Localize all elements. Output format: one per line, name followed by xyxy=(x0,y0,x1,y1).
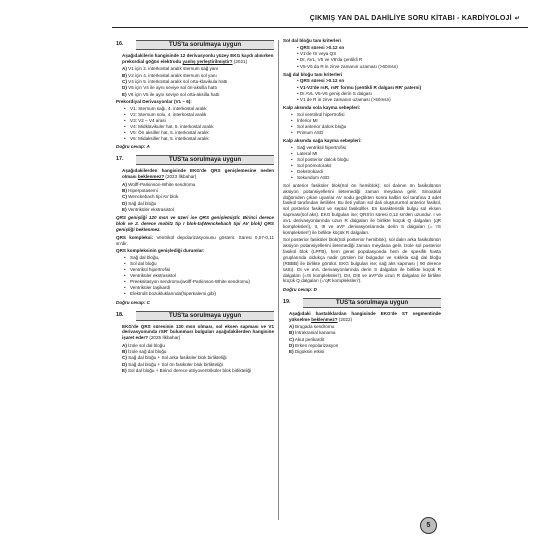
question-19-header xyxy=(283,298,441,308)
option-text: İntrakranial kanama xyxy=(293,330,336,336)
header-title: ÇIKMIŞ YAN DAL DAHİLİYE SORU KİTABI - KARDİYOLOJİ xyxy=(309,15,512,22)
tus-banner: TUS'ta sorulmaya uygun xyxy=(136,40,274,50)
list-item: • Sol posterior dalcık bloğu xyxy=(297,157,441,163)
option-key: D) xyxy=(122,361,127,367)
option-key: C) xyxy=(122,355,127,361)
criterion-text: V1-V2'de rsR, rsR' formu (çentikli R dalgası RR' paterni) xyxy=(299,84,422,90)
list-item: • Sol pnömotoraks xyxy=(297,163,441,169)
question-19-options xyxy=(283,324,441,355)
option[interactable] xyxy=(122,92,274,98)
stem-year: (2023 İlkbahar) xyxy=(164,174,197,180)
list-item: • Sağ dal bloğu, xyxy=(130,255,274,261)
question-17-stem xyxy=(122,168,274,180)
tus-banner: TUS'ta sorulmaya uygun xyxy=(303,298,441,308)
option-text: V1 için 2. interkostal aralık sternum sağ yanı xyxy=(126,66,219,72)
right-column xyxy=(283,38,441,356)
complex-text: Ventrikül depolarizasyonunu gösterir. Süresi 0,07-0,11 sn'dir. xyxy=(116,234,275,246)
option-key: B) xyxy=(122,188,127,193)
option-text: Ventriküler ekstrasistol xyxy=(126,206,174,212)
question-18-options xyxy=(116,343,274,374)
list-item: • V1: Sternum sağı, 4. interkostal aralık xyxy=(130,106,274,112)
left-column xyxy=(116,38,274,374)
rbbb-criterion: • V1 de R in zirve zamanın uzaması (>50msn) xyxy=(297,97,391,103)
option-text: Hiperpotasemi xyxy=(126,188,158,193)
option[interactable] xyxy=(122,355,274,361)
option-text: Brugada sendromu xyxy=(293,324,335,330)
option[interactable] xyxy=(122,349,274,355)
stem-text: EKG'de QRS süresinin 130 msn olması, sol eksen sapması ve V1 derivasyonunda rSR' bulunması bulguları aşağıdakilerden hangisine işaret eder? xyxy=(122,323,274,341)
rbbb-title: Sağ dal bloğu tanı kriterleri xyxy=(283,71,343,77)
option-text: Sağ dal bloğu + Sol ön fasiküler blok birlikteliği xyxy=(126,361,223,367)
list-item: • Sol anterior dalcık bloğu xyxy=(297,124,441,130)
list-item: • V3: V2 – V4 arası xyxy=(130,118,274,124)
option[interactable] xyxy=(122,188,274,194)
option[interactable] xyxy=(122,79,274,85)
lbbb-criterion: • QRS süresi >0.12 sn xyxy=(297,44,345,50)
option[interactable] xyxy=(289,343,441,349)
option-text: V5 için V4 ile aynı seviye sol ön-aksilla hattı xyxy=(126,85,217,91)
question-number: 17. xyxy=(116,156,124,163)
answer-16: Doğru cevap: A xyxy=(116,144,150,150)
stem-year: (2022) xyxy=(337,316,353,322)
question-18-header xyxy=(116,311,274,321)
question-17-options xyxy=(116,182,274,213)
criterion-text: V1 de R in zirve zamanın uzaması (>50msn) xyxy=(299,97,391,103)
option-key: D) xyxy=(122,200,127,206)
left-shift-list xyxy=(297,112,441,136)
stem-text: Aşağıdakilerin hangisinde 12 derivasyonlu yüzey EKG kaydı alınırken prekordial göğüs elektrodu xyxy=(122,52,274,64)
option[interactable] xyxy=(122,207,274,213)
list-item: • Primum ASD xyxy=(297,130,441,136)
anterior-fascicular-paragraph: Sol anterior fasiküler blok(Sol ön hemiblok); sol dalının ön fasikülünün aksiyon potansiyellerini iletemediği zaman meydana gelir. Sinoatrial düğümden çıkan uyarılar AV nodu geçtikten sonra kalbin sol tarafına 3 adet fasikül tarafından iletilirler. Bu ileti yolları sol dalı oluştururSol anterior fasikül, sol posterior fasikül ve septal fasikülller. En karakteristik bulgu sol eksen sapması(sol aks). EKG bulguları ise; QRS'in süresi 0,12 sn'den uzundur. I ve aVL derivasyonlarında uzun R dalgaları ile birlikte küçük Q dalgaları (qR kompleksleri), II, III ve aVF derivasyonlarında derin S dalgaları (= 'rS kompleksleri') ile birlikte küçük R dalgaları. xyxy=(283,182,441,235)
list-item: • V4: Midklavikuler hat, 5. interkostal aralık xyxy=(130,124,274,130)
explanation-title: Prekordiyal Derivasyonlar (V1 – 6): xyxy=(116,98,192,104)
criterion-text: V5-V6 da R in zirve zamanın uzaması (>60msn) xyxy=(299,63,398,69)
rbbb-criterion: • V1-V2'de rsR, rsR' formu (çentikli R dalgası RR' paterni) xyxy=(297,84,422,90)
header-rule xyxy=(112,27,528,28)
lbbb-criterion: • DI, AVL, V5 ve V6'da çentikli R xyxy=(297,57,363,63)
option-key: B) xyxy=(122,349,127,355)
stem-emphasis: beklenmez? xyxy=(311,316,338,322)
option[interactable] xyxy=(289,337,441,343)
list-item: • Ventriküler ekstrasistol xyxy=(130,273,274,279)
criterion-text: QRS süresi >0.12 sn xyxy=(299,44,345,50)
list-item: • Lateral MI xyxy=(297,151,441,157)
answer-18: Doğru cevap: D xyxy=(283,286,317,292)
stem-emphasis: yanlış yerleştirilmiştir? xyxy=(182,58,233,64)
list-item: • Elektrolit bozukluklarında(hiperkalemi gibi) xyxy=(130,291,274,297)
option-key: C) xyxy=(122,78,127,84)
list-item: • Ventriküler taşikardi xyxy=(130,285,274,291)
criterion-text: QRS süresi >0.12 sn xyxy=(299,78,345,84)
rbbb-criterion: • QRS süresi >0.12 sn xyxy=(297,78,345,84)
option-key: E) xyxy=(122,206,127,212)
stem-emphasis: beklenmez? xyxy=(137,174,165,180)
list-item: • V5: Ön aksiller hat, 5. interkostal aralık xyxy=(130,130,274,136)
option-text: İzole sağ dal bloğu xyxy=(126,349,167,355)
stem-year: (2021) xyxy=(232,58,248,64)
right-shift-list xyxy=(297,145,441,181)
option[interactable] xyxy=(122,73,274,79)
page-number: 5 xyxy=(420,517,437,534)
option[interactable] xyxy=(289,349,441,355)
option[interactable] xyxy=(122,194,274,200)
question-16-header xyxy=(116,40,274,50)
lbbb-title: Sol dal bloğu tanı kriterleri xyxy=(283,38,341,43)
list-item: • İnferior MI xyxy=(297,118,441,124)
option-text: Wolff-Parkinson-White sendromu xyxy=(126,181,196,187)
question-number: 19. xyxy=(283,298,291,305)
causes-list xyxy=(130,255,274,297)
option-text: Sağ dal bloğu xyxy=(126,200,157,206)
option-key: E) xyxy=(289,349,294,355)
question-18-stem xyxy=(122,324,274,342)
question-number: 18. xyxy=(116,311,124,318)
option[interactable] xyxy=(289,330,441,336)
option-text: Akut perikardit xyxy=(293,336,325,342)
option-text: Digoksin etkisi xyxy=(293,349,325,355)
list-item: • Ventrikül hipertrofisi xyxy=(130,267,274,273)
criterion-text: V1'de rS veya QS xyxy=(299,50,337,56)
question-16-stem xyxy=(122,53,274,65)
list-item: • V2: Sternum solu, 4. interkostal aralık xyxy=(130,112,274,118)
option-text: V4 için 5. interkostal aralık sol orta-klavikula hattı xyxy=(126,78,228,84)
option-key: A) xyxy=(122,181,127,187)
lbbb-criterion: • V1'de rS veya QS xyxy=(297,50,337,56)
option-key: A) xyxy=(122,342,127,348)
right-shift-title: Kalp aksında sağa kayma sebepleri: xyxy=(283,138,362,144)
option-text: V2 için 4. interkostal aralık sternum sol yanı xyxy=(126,72,217,78)
stem-year: (2025 İlkbahar) xyxy=(148,335,181,341)
running-header xyxy=(310,15,520,22)
option-text: Erken repolarizasyon xyxy=(293,342,339,348)
list-item: • Dekstrokardi xyxy=(297,169,441,175)
option[interactable] xyxy=(122,66,274,72)
option[interactable] xyxy=(122,85,274,91)
qrs-note: QRS genişliği 120 msn ve üzeri ise QRS genişlemiştir. Birinci derece blok ve 2. derece mobitz tip I blok-ta(Wenckebach tipi AV blok) QRS genişliği beklenmez. xyxy=(116,215,274,233)
qrs-complex-note xyxy=(116,235,274,247)
option-key: E) xyxy=(122,91,127,97)
question-17-header xyxy=(116,155,274,165)
option[interactable] xyxy=(122,201,274,207)
tus-banner: TUS'ta sorulmaya uygun xyxy=(136,311,274,321)
option-key: D) xyxy=(289,342,294,348)
option-key: A) xyxy=(289,324,294,330)
return-arrow-icon: ↵ xyxy=(514,16,520,22)
option-text: İzole sol dal bloğu xyxy=(126,342,165,348)
option[interactable] xyxy=(122,368,274,374)
option-key: D) xyxy=(122,85,127,91)
list-item: • Sağ ventrikül hipertrofisi xyxy=(297,145,441,151)
column-divider xyxy=(278,40,279,520)
precordial-list xyxy=(130,106,274,142)
stem-text: Aşağıdaki hastalıklardan hangisinde EKG'de ST segmentinde yükselme xyxy=(289,310,441,322)
posterior-fascicular-paragraph: Sol posterior fasiküler blok(Sol posterior hemiblok), sol dalın arka fasikülünün aksiyon potansiyellerini iletemediği zaman meydana gelir. İzole sol posterior fasikül blok (LPFB), hem genel popülasyonda hem de spesifik hasta gruplarında oldukça nadir görülen bir bulgudur ve sıklıkla sağ dal bloğu (RBBB) ile birlikte görülür. EKG bulguları ise; sağ aks sapması ( 90 derece üstü). DI ve aVL derivasyonlarında derin S dalgaları ile birlikte küçük R dalgaları (=rS kompleksleri'), DII, DIII ve aVF'de uzun R dalgaları ile birlikte küçük Q dalgaları (='qR kompleksleri'). xyxy=(283,237,441,284)
criterion-text: DI, AVL, V5 ve V6'da çentikli R xyxy=(299,57,363,63)
list-item: • Sol dal bloğu xyxy=(130,261,274,267)
list-item: • Preeksitasyon sendromu(wolff-Parkinson-White sendromu) xyxy=(130,279,274,285)
causes-title: QRS kompleksinin genişlediği durumlar: xyxy=(116,248,205,254)
criterion-text: DI AVL V5-V6 geniş derin S dalgası xyxy=(299,90,372,96)
option-text: Wenckebach tipi AV blok xyxy=(126,194,179,200)
list-item: • Sol ventrikül hipertrofisi xyxy=(297,112,441,118)
option-key: C) xyxy=(289,336,294,342)
complex-label: QRS kompleksi: xyxy=(116,234,154,240)
option-key: B) xyxy=(289,330,294,336)
option-text: V6 için V5 ile aynı seviye sol orta-aksilla hattı xyxy=(126,91,220,97)
question-number: 16. xyxy=(116,41,124,47)
stem-text: Aşağıdakilerden hangisinde EKG'de QRS genişlemesine neden olması xyxy=(122,168,274,180)
list-item: • V6: Midaksiller hat, 5. interkostal aralık xyxy=(130,136,274,142)
list-item: • Sekundum ASD xyxy=(297,175,441,181)
option-key: B) xyxy=(122,72,127,78)
rbbb-criterion: • DI AVL V5-V6 geniş derin S dalgası xyxy=(297,90,372,96)
option-text: Sağ dal bloğu + Sol arka fasiküler blok birlikteliği xyxy=(126,355,227,361)
lbbb-criterion: • V5-V6 da R in zirve zamanın uzaması (>60msn) xyxy=(297,63,398,69)
question-19-stem xyxy=(289,311,441,323)
option[interactable] xyxy=(122,362,274,368)
option-key: A) xyxy=(122,66,127,72)
left-shift-title: Kalp aksında sola kayma sebepleri: xyxy=(283,105,361,111)
option-key: C) xyxy=(122,194,127,200)
option-text: Sol dal bloğu + Birinci derece atriyoventriküler blok birlikteliği xyxy=(126,368,252,373)
option-key: E) xyxy=(122,368,127,373)
tus-banner: TUS'ta sorulmaya uygun xyxy=(136,155,274,165)
option[interactable] xyxy=(122,182,274,188)
question-16-options xyxy=(116,66,274,97)
answer-17: Doğru cevap: C xyxy=(116,299,150,305)
option[interactable] xyxy=(122,343,274,349)
